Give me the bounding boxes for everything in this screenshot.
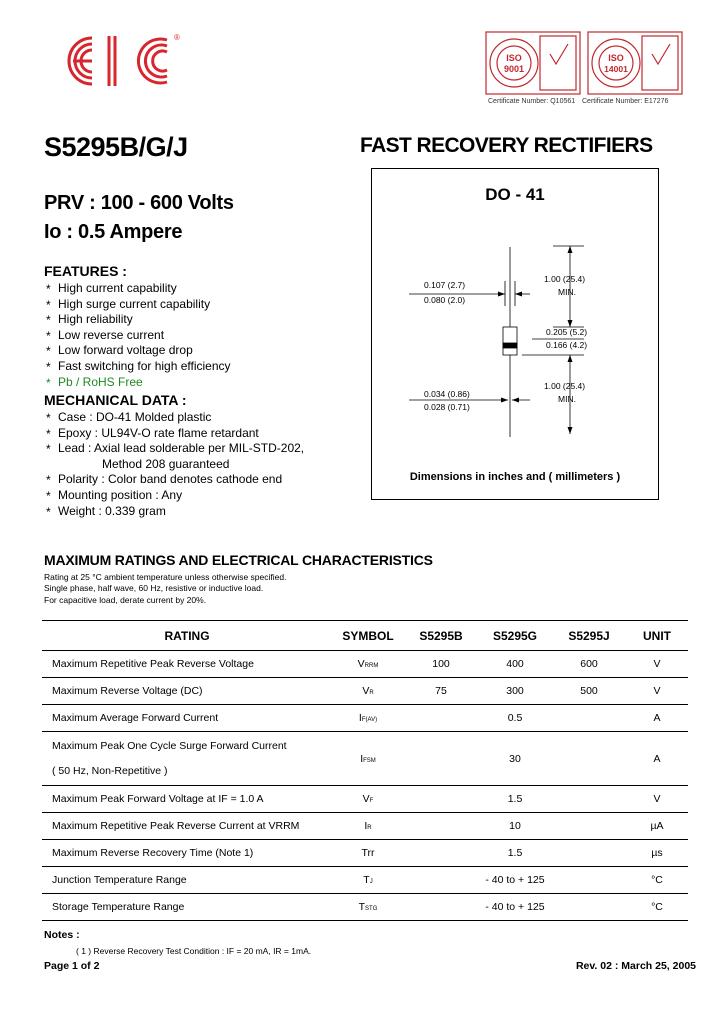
- cert-number-iso9001: Certificate Number: Q10561: [488, 98, 576, 105]
- rating-condition: Rating at 25 °C ambient temperature unless otherwise specified.: [44, 572, 287, 582]
- symbol-cell: [332, 867, 404, 894]
- svg-text:ISO: ISO: [608, 53, 624, 63]
- list-item: * Case : DO-41 Molded plastic: [44, 410, 344, 426]
- symbol-sub: F: [369, 798, 374, 804]
- symbol-sub: STG: [365, 906, 378, 912]
- list-item: * Polarity : Color band denotes cathode end: [44, 472, 344, 488]
- unit-cell: µs: [626, 840, 688, 867]
- header-unit: UNIT: [626, 621, 688, 651]
- symbol-cell: [332, 651, 404, 678]
- package-title: DO - 41: [485, 185, 545, 204]
- top-lead-length-min: MIN.: [558, 287, 576, 297]
- product-family: FAST RECOVERY RECTIFIERS: [360, 134, 653, 157]
- notes-title: Notes :: [44, 929, 80, 941]
- unit-cell: °C: [626, 894, 688, 921]
- symbol-cell: [332, 786, 404, 813]
- lead-diameter-max: 0.107 (2.7): [424, 280, 466, 290]
- svg-text:9001: 9001: [503, 64, 525, 74]
- cert-number-iso14001: Certificate Number: E17276: [582, 98, 669, 105]
- param-cell: Maximum Repetitive Peak Reverse Current at VRRM: [42, 813, 332, 840]
- value-cell: 100: [404, 651, 478, 678]
- features-list: [44, 281, 344, 390]
- param-cell: Junction Temperature Range: [42, 867, 332, 894]
- header-rating: RATING: [42, 621, 332, 651]
- page-number: Page 1 of 2: [44, 960, 100, 972]
- header-s5295b: S5295B: [404, 621, 478, 651]
- lead-diameter-min: 0.080 (2.0): [424, 295, 466, 305]
- symbol-sub: RRM: [364, 663, 379, 669]
- table-row: [42, 651, 688, 678]
- io-rating: Io : 0.5 Ampere: [44, 221, 183, 243]
- body-length-min: 0.166 (4.2): [546, 340, 588, 350]
- param-cell: Maximum Reverse Recovery Time (Note 1): [42, 840, 332, 867]
- value-cell: 1.5: [404, 840, 626, 867]
- value-cell: 300: [478, 678, 552, 705]
- rating-condition: Single phase, half wave, 60 Hz, resistive or inductive load.: [44, 583, 264, 593]
- unit-cell: °C: [626, 867, 688, 894]
- symbol-cell: [332, 732, 404, 786]
- value-cell: 500: [552, 678, 626, 705]
- symbol-cell: [332, 813, 404, 840]
- symbol-sub: R: [367, 825, 372, 831]
- param-line: Maximum Peak One Cycle Surge Forward Current: [52, 740, 287, 752]
- value-cell: 400: [478, 651, 552, 678]
- list-item-continuation: Method 208 guaranteed: [102, 456, 230, 471]
- symbol-sub: J: [369, 879, 373, 885]
- unit-cell: V: [626, 678, 688, 705]
- list-item: * High current capability: [44, 281, 344, 297]
- symbol-main: I: [360, 752, 364, 765]
- svg-text:ISO: ISO: [506, 53, 522, 63]
- value-cell: 10: [404, 813, 626, 840]
- wire-diameter-max: 0.034 (0.86): [424, 389, 470, 399]
- list-item: * Epoxy : UL94V-O rate flame retardant: [44, 426, 344, 442]
- symbol-main: V: [362, 793, 370, 805]
- symbol-main: V: [362, 685, 370, 697]
- value-cell: 30: [404, 732, 626, 786]
- list-item: * Weight : 0.339 gram: [44, 504, 344, 520]
- bottom-lead-length-min: MIN.: [558, 394, 576, 404]
- ratings-table: [42, 620, 688, 921]
- do41-dimension-drawing: [372, 169, 658, 499]
- list-item: * High reliability: [44, 312, 344, 328]
- value-cell: 1.5: [404, 786, 626, 813]
- symbol-cell: [332, 840, 404, 867]
- unit-cell: µA: [626, 813, 688, 840]
- symbol-sub: R: [369, 690, 374, 696]
- list-item: * Fast switching for high efficiency: [44, 359, 344, 375]
- ratings-title: MAXIMUM RATINGS AND ELECTRICAL CHARACTERISTICS: [44, 552, 433, 568]
- eic-logo: [62, 30, 184, 92]
- bottom-lead-length: 1.00 (25.4): [544, 381, 586, 391]
- param-cell: Maximum Average Forward Current: [42, 705, 332, 732]
- dimensions-caption: Dimensions in inches and ( millimeters ): [409, 471, 621, 483]
- header-s5295g: S5295G: [478, 621, 552, 651]
- symbol-cell: [332, 705, 404, 732]
- part-number: S5295B/G/J: [44, 132, 188, 162]
- header-symbol: SYMBOL: [332, 621, 404, 651]
- value-cell: - 40 to + 125: [404, 867, 626, 894]
- revision-date: Rev. 02 : March 25, 2005: [575, 960, 696, 972]
- value-cell: - 40 to + 125: [404, 894, 626, 921]
- table-row: [42, 678, 688, 705]
- pb-rohs-free-item: * Pb / RoHS Free: [44, 375, 344, 391]
- list-item: * Low reverse current: [44, 328, 344, 344]
- value-cell: 600: [552, 651, 626, 678]
- symbol-main: T: [358, 901, 366, 913]
- list-item: * Lead : Axial lead solderable per MIL-STD-202,: [44, 441, 344, 457]
- symbol-main: T: [363, 874, 370, 886]
- param-line: ( 50 Hz, Non-Repetitive ): [52, 765, 168, 777]
- note-item: ( 1 ) Reverse Recovery Test Condition : IF = 20 mA, IR = 1mA.: [76, 946, 312, 956]
- table-row: [42, 894, 688, 921]
- table-row: [42, 705, 688, 732]
- body-length-max: 0.205 (5.2): [546, 327, 588, 337]
- unit-cell: V: [626, 651, 688, 678]
- symbol-cell: [332, 894, 404, 921]
- wire-diameter-min: 0.028 (0.71): [424, 402, 470, 412]
- certification-badges: [484, 30, 684, 114]
- param-cell: Storage Temperature Range: [42, 894, 332, 921]
- symbol-cell: [332, 678, 404, 705]
- table-row: [42, 840, 688, 867]
- mechanical-title: MECHANICAL DATA :: [44, 392, 187, 408]
- unit-cell: A: [626, 732, 688, 786]
- svg-text:14001: 14001: [604, 64, 628, 74]
- table-row: [42, 867, 688, 894]
- symbol-main: Trr: [361, 847, 375, 859]
- header-s5295j: S5295J: [552, 621, 626, 651]
- list-item: * Low forward voltage drop: [44, 343, 344, 359]
- features-title: FEATURES :: [44, 263, 127, 279]
- symbol-main: I: [358, 712, 362, 724]
- param-cell: Maximum Peak Forward Voltage at IF = 1.0 A: [42, 786, 332, 813]
- table-row: [42, 786, 688, 813]
- symbol-main: I: [364, 820, 368, 832]
- prv-rating: PRV : 100 - 600 Volts: [44, 192, 234, 214]
- symbol-sub: FSM: [363, 757, 376, 764]
- svg-text:®: ®: [174, 33, 180, 42]
- param-cell: Maximum Reverse Voltage (DC): [42, 678, 332, 705]
- table-row: [42, 732, 688, 786]
- mechanical-list: [44, 410, 344, 519]
- unit-cell: A: [626, 705, 688, 732]
- package-outline-box: [371, 168, 659, 500]
- param-cell: [42, 732, 332, 786]
- list-item: * Mounting position : Any: [44, 488, 344, 504]
- value-cell: 75: [404, 678, 478, 705]
- param-cell: Maximum Repetitive Peak Reverse Voltage: [42, 651, 332, 678]
- unit-cell: V: [626, 786, 688, 813]
- table-row: [42, 813, 688, 840]
- list-item: * High surge current capability: [44, 297, 344, 313]
- symbol-main: V: [357, 658, 365, 670]
- symbol-sub: F(AV): [361, 717, 378, 723]
- top-lead-length: 1.00 (25.4): [544, 274, 586, 284]
- rating-condition: For capacitive load, derate current by 20%.: [44, 595, 207, 605]
- table-header-row: [42, 621, 688, 651]
- value-cell: 0.5: [404, 705, 626, 732]
